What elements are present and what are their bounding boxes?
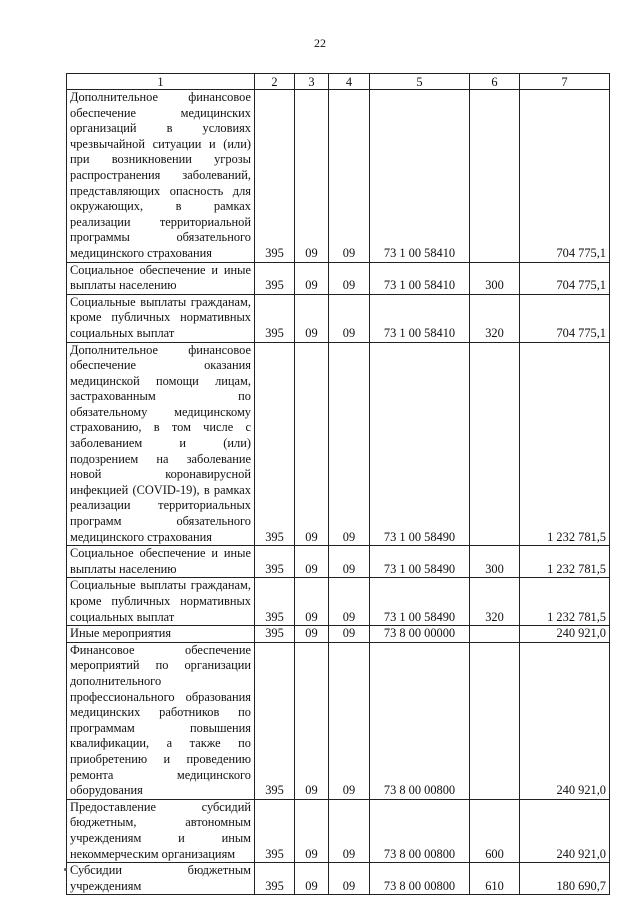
row-subsection: 09 (329, 342, 370, 546)
table-row (67, 863, 610, 895)
row-amount: 704 775,1 (520, 90, 610, 263)
row-subsection: 09 (329, 626, 370, 643)
table-row (67, 342, 610, 546)
row-name: Дополнительное финансовое обеспечение медицинских организаций в условиях чрезвычайной ситуации и (или) при возникновении угрозы распространения заболеваний, представляющих опасность для окружающих, в рамках реализации территориальной программы обязательного медицинского страхования (67, 90, 255, 263)
table-row (67, 642, 610, 799)
row-target-article: 73 8 00 00800 (370, 642, 470, 799)
row-amount: 1 232 781,5 (520, 546, 610, 578)
row-admin-code: 395 (255, 294, 295, 342)
table-row (67, 546, 610, 578)
row-expense-type: 300 (470, 546, 520, 578)
row-amount: 240 921,0 (520, 799, 610, 862)
row-name: Дополнительное финансовое обеспечение оказания медицинской помощи лицам, застрахованным по обязательному медицинскому страхованию, в том числе с заболеванием и (или) подозрением на заболевание новой коронавирусной инфекцией (COVID-19), в рамках реализации территориальных программ обязательного медицинского страхования (67, 342, 255, 546)
header-col-2: 2 (255, 74, 295, 90)
header-col-3: 3 (295, 74, 329, 90)
row-section: 09 (295, 262, 329, 294)
row-target-article: 73 1 00 58410 (370, 262, 470, 294)
row-name: Социальное обеспечение и иные выплаты населению (67, 546, 255, 578)
row-admin-code: 395 (255, 863, 295, 895)
row-section: 09 (295, 642, 329, 799)
row-subsection: 09 (329, 294, 370, 342)
row-target-article: 73 1 00 58490 (370, 342, 470, 546)
table-row (67, 294, 610, 342)
row-subsection: 09 (329, 578, 370, 626)
row-subsection: 09 (329, 642, 370, 799)
row-section: 09 (295, 294, 329, 342)
header-col-7: 7 (520, 74, 610, 90)
row-expense-type (470, 626, 520, 643)
row-admin-code: 395 (255, 90, 295, 263)
table-row (67, 578, 610, 626)
row-target-article: 73 8 00 00800 (370, 863, 470, 895)
row-amount: 704 775,1 (520, 294, 610, 342)
row-name: Финансовое обеспечение мероприятий по организации дополнительного профессионального образования медицинских работников по программам повышения квалификации, а также по приобретению и проведению ремонта медицинского оборудования (67, 642, 255, 799)
row-name: Предоставление субсидий бюджетным, автономным учреждениям и иным некоммерческим организациям (67, 799, 255, 862)
row-expense-type (470, 90, 520, 263)
row-name: Субсидии бюджетным учреждениям (67, 863, 255, 895)
row-name: Социальные выплаты гражданам, кроме публичных нормативных социальных выплат (67, 294, 255, 342)
row-subsection: 09 (329, 799, 370, 862)
row-admin-code: 395 (255, 642, 295, 799)
row-target-article: 73 1 00 58490 (370, 546, 470, 578)
row-expense-type: 610 (470, 863, 520, 895)
row-admin-code: 395 (255, 578, 295, 626)
row-section: 09 (295, 342, 329, 546)
row-expense-type: 320 (470, 294, 520, 342)
row-section: 09 (295, 799, 329, 862)
row-target-article: 73 8 00 00800 (370, 799, 470, 862)
header-col-1: 1 (67, 74, 255, 90)
row-expense-type: 600 (470, 799, 520, 862)
row-target-article: 73 1 00 58490 (370, 578, 470, 626)
row-amount: 704 775,1 (520, 262, 610, 294)
table-row (67, 90, 610, 263)
row-expense-type (470, 642, 520, 799)
row-section: 09 (295, 863, 329, 895)
row-expense-type (470, 342, 520, 546)
table-row (67, 799, 610, 862)
header-col-5: 5 (370, 74, 470, 90)
row-name: Социальные выплаты гражданам, кроме публичных нормативных социальных выплат (67, 578, 255, 626)
row-admin-code: 395 (255, 342, 295, 546)
header-col-4: 4 (329, 74, 370, 90)
budget-table (66, 73, 610, 895)
row-amount: 240 921,0 (520, 642, 610, 799)
row-admin-code: 395 (255, 799, 295, 862)
header-row (67, 74, 610, 90)
row-section: 09 (295, 578, 329, 626)
scan-dot (64, 868, 67, 871)
row-expense-type: 300 (470, 262, 520, 294)
row-subsection: 09 (329, 863, 370, 895)
row-target-article: 73 1 00 58410 (370, 294, 470, 342)
row-target-article: 73 1 00 58410 (370, 90, 470, 263)
row-admin-code: 395 (255, 626, 295, 643)
row-target-article: 73 8 00 00000 (370, 626, 470, 643)
table-row (67, 262, 610, 294)
row-section: 09 (295, 90, 329, 263)
row-section: 09 (295, 546, 329, 578)
row-amount: 1 232 781,5 (520, 342, 610, 546)
row-subsection: 09 (329, 90, 370, 263)
row-admin-code: 395 (255, 262, 295, 294)
row-amount: 1 232 781,5 (520, 578, 610, 626)
row-admin-code: 395 (255, 546, 295, 578)
table-row (67, 626, 610, 643)
header-col-6: 6 (470, 74, 520, 90)
row-section: 09 (295, 626, 329, 643)
row-amount: 240 921,0 (520, 626, 610, 643)
row-name: Иные мероприятия (67, 626, 255, 643)
row-amount: 180 690,7 (520, 863, 610, 895)
row-expense-type: 320 (470, 578, 520, 626)
row-name: Социальное обеспечение и иные выплаты населению (67, 262, 255, 294)
row-subsection: 09 (329, 546, 370, 578)
row-subsection: 09 (329, 262, 370, 294)
page-number: 22 (314, 36, 326, 50)
